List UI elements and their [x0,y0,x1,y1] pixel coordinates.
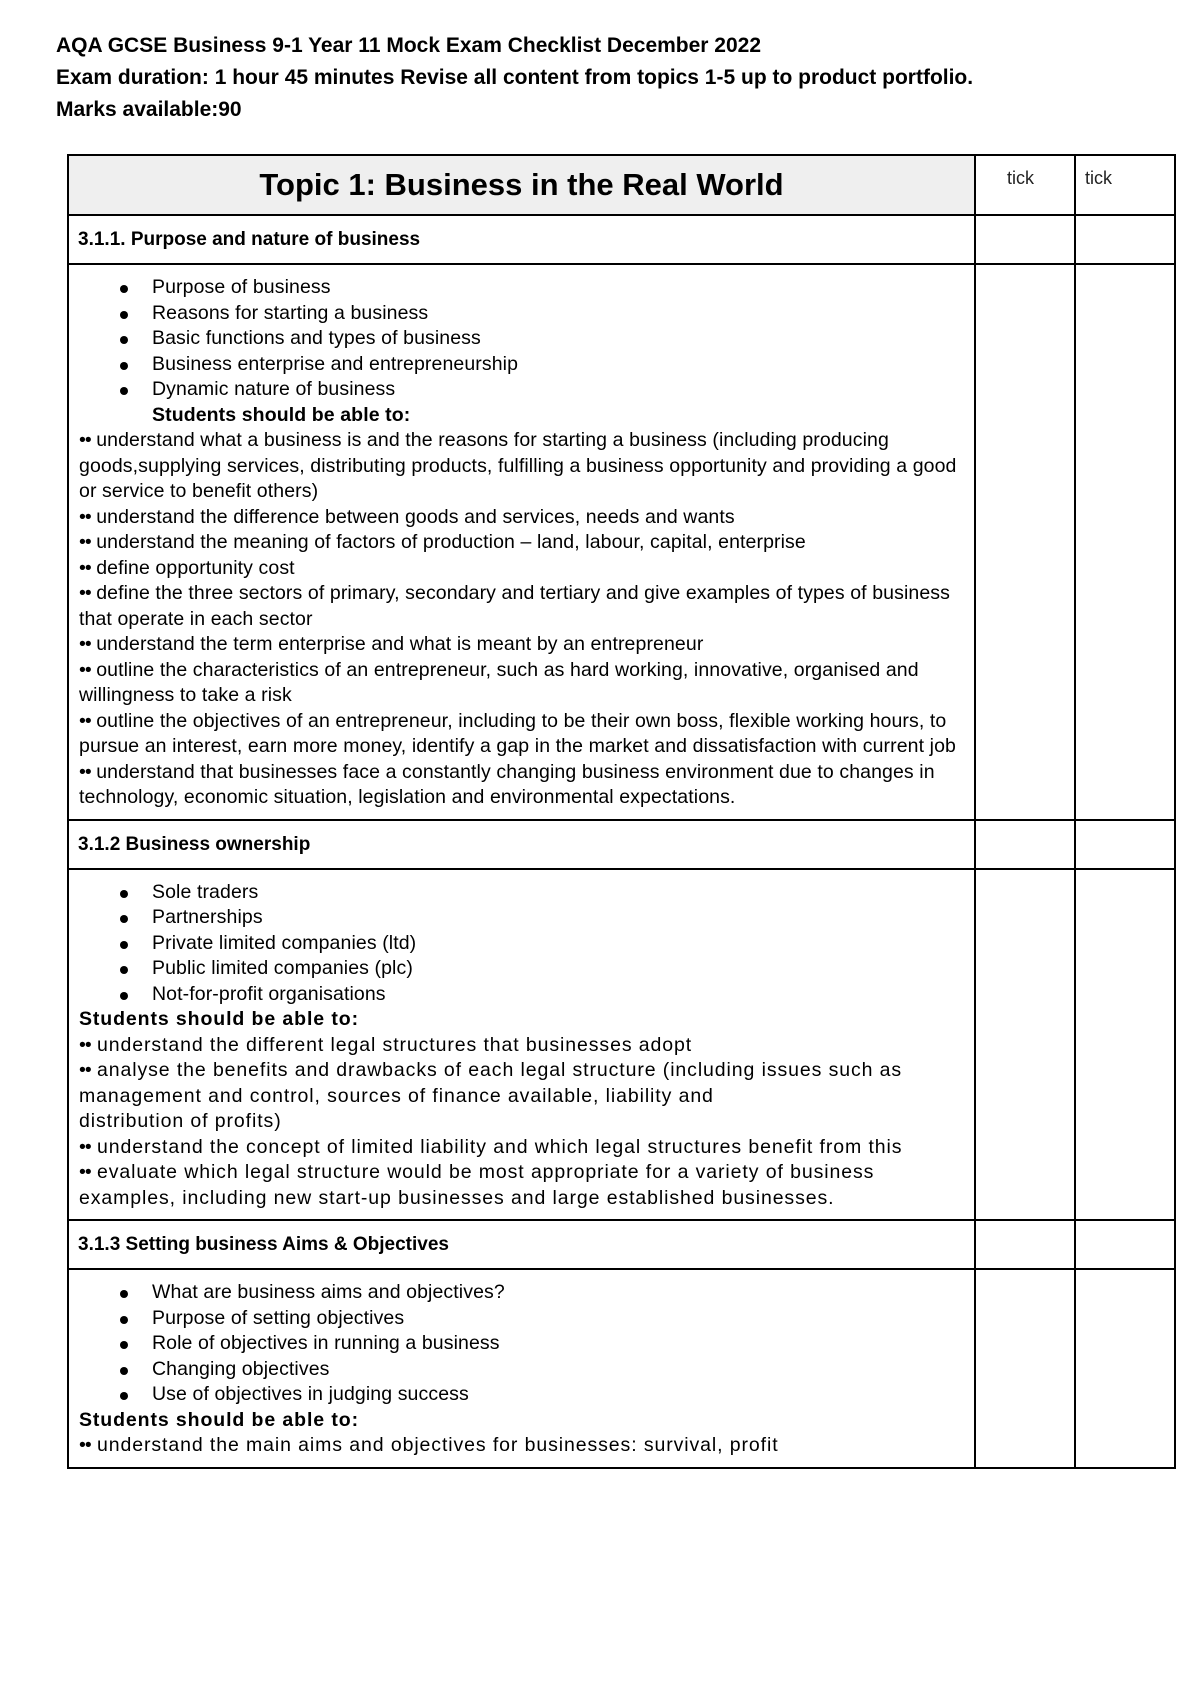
learning-point: •• analyse the benefits and drawbacks of each legal structure (including issues such as management and control, sources of finance available, liability and [79,1059,903,1107]
learning-point: •• evaluate which legal structure would be most appropriate for a variety of business examples, including new start-up businesses and large established businesses. [79,1161,875,1209]
bullet-icon [120,1316,128,1324]
list-item: Reasons for starting a business [79,301,968,327]
section-content [68,869,975,1221]
header-marks: Marks available:90 [56,98,242,121]
section-heading-row [68,1220,1175,1269]
bullet-icon [120,941,128,949]
list-item: What are business aims and objectives? [79,1280,968,1306]
learning-point: •• understand that businesses face a constantly changing business environment due to changes in technology, economic situation, legislation and environmental expectations. [79,760,935,808]
learning-point: •• outline the characteristics of an entrepreneur, such as hard working, innovative, organised and willingness to take a risk [79,658,919,706]
section-heading: 3.1.2 Business ownership [68,820,975,869]
bullet-icon [120,285,128,293]
section-heading: 3.1.1. Purpose and nature of business [68,215,975,264]
bullet-icon [120,311,128,319]
bullet-icon [120,387,128,395]
learning-point: •• outline the objectives of an entrepreneur, including to be their own boss, flexible working hours, to pursue an interest, earn more money, identify a gap in the market and dissatisfaction with current job [79,709,956,757]
tick-box[interactable] [975,869,1075,1221]
should-label: Students should be able to: [152,403,411,426]
header-title: AQA GCSE Business 9-1 Year 11 Mock Exam Checklist December 2022 [56,34,762,57]
bullet-icon [120,915,128,923]
tick-box[interactable] [975,215,1075,264]
should-label: Students should be able to: [79,1008,359,1030]
list-item: Business enterprise and entrepreneurship [79,352,968,378]
section-content [68,1269,975,1468]
tick-box[interactable] [1075,820,1175,869]
section-content [68,264,975,820]
bullet-icon [120,1367,128,1375]
tick-column-header-2: tick [1075,155,1175,215]
list-item: Dynamic nature of business [79,377,968,403]
topic-list [79,1280,968,1408]
tick-box[interactable] [975,264,1075,820]
bullet-icon [120,992,128,1000]
list-item: Basic functions and types of business [79,326,968,352]
tick-box[interactable] [1075,1269,1175,1468]
list-item: Purpose of business [79,275,968,301]
list-item: Partnerships [79,905,968,931]
learning-point: •• define opportunity cost [79,556,295,579]
bullet-icon [120,1290,128,1298]
section-heading: 3.1.3 Setting business Aims & Objectives [68,1220,975,1269]
list-item: Use of objectives in judging success [79,1382,968,1408]
learning-point: •• understand the concept of limited liability and which legal structures benefit from this [79,1135,903,1158]
tick-column-header-1: tick [975,155,1075,215]
learning-point: •• understand the main aims and objectives for businesses: survival, profit [79,1434,779,1456]
bullet-icon [120,966,128,974]
tick-box[interactable] [975,1220,1075,1269]
bullet-icon [120,1392,128,1400]
learning-point: •• understand the term enterprise and what is meant by an entrepreneur [79,633,704,655]
list-item: Purpose of setting objectives [79,1306,968,1332]
list-item: Sole traders [79,880,968,906]
checklist-table [67,154,1176,1469]
section-heading-row [68,215,1175,264]
bullet-icon [120,1341,128,1349]
list-item: Role of objectives in running a business [79,1331,968,1357]
learning-point: •• understand what a business is and the reasons for starting a business (including producing goods,supplying services, distributing products, fulfilling a business opportunity and providing a good or service to benefit others) [79,429,957,502]
tick-box[interactable] [1075,869,1175,1221]
list-item: Changing objectives [79,1357,968,1383]
topic-list [79,880,968,1008]
bullet-icon [120,336,128,344]
learning-point: distribution of profits) [79,1110,282,1132]
tick-box[interactable] [1075,1220,1175,1269]
section-content-row [68,264,1175,820]
topic-list [79,275,968,403]
should-label: Students should be able to: [79,1408,359,1431]
learning-point: •• understand the meaning of factors of production – land, labour, capital, enterprise [79,531,806,553]
section-content-row [68,1269,1175,1468]
learning-point: •• understand the difference between goods and services, needs and wants [79,505,735,528]
document-header [56,30,1156,126]
section-content-row [68,869,1175,1221]
list-item: Public limited companies (plc) [79,956,968,982]
list-item: Private limited companies (ltd) [79,931,968,957]
section-heading-row [68,820,1175,869]
header-duration: Exam duration: 1 hour 45 minutes Revise all content from topics 1-5 up to product portfolio. [56,66,974,89]
bullet-icon [120,362,128,370]
list-item: Not-for-profit organisations [79,982,968,1008]
tick-box[interactable] [1075,264,1175,820]
topic-title: Topic 1: Business in the Real World [68,155,975,215]
tick-box[interactable] [1075,215,1175,264]
tick-box[interactable] [975,820,1075,869]
title-row [68,155,1175,215]
tick-box[interactable] [975,1269,1075,1468]
learning-point: •• define the three sectors of primary, secondary and tertiary and give examples of types of business that operate in each sector [79,582,950,630]
learning-point: •• understand the different legal structures that businesses adopt [79,1033,693,1056]
bullet-icon [120,890,128,898]
